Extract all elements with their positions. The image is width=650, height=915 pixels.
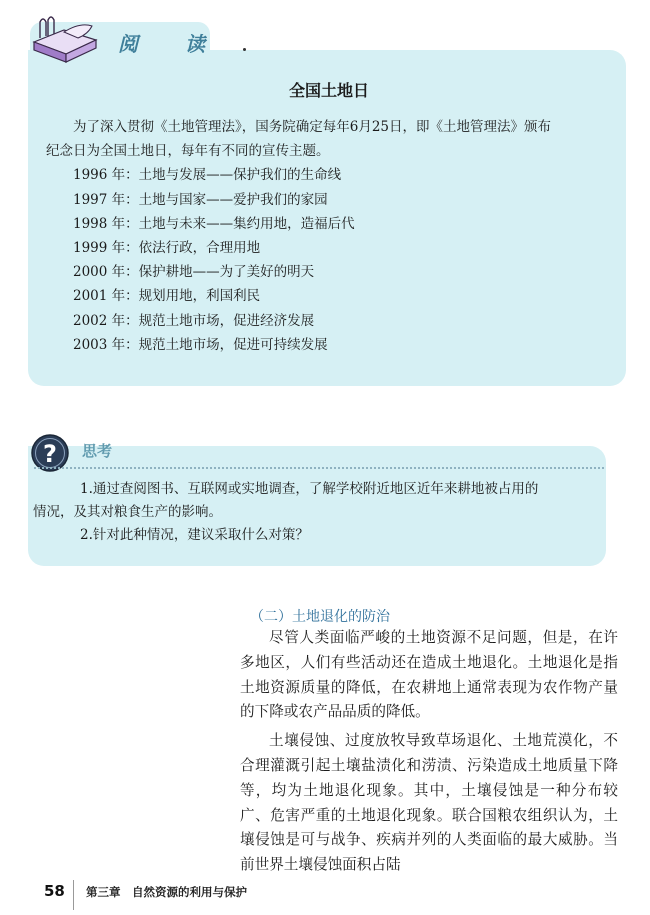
speck [243,48,246,51]
theme-2003: 2003 年：规范土地市场，促进可持续发展 [73,336,328,353]
theme-2001: 2001 年：规划用地，利国利民 [73,288,261,305]
svg-text:?: ? [43,440,57,468]
think-label: 思考 [82,442,113,460]
theme-2000: 2000 年：保护耕地——为了美好的明天 [73,264,315,281]
paragraph-2: 土壤侵蚀、过度放牧导致草场退化、土地荒漠化，不合理灌溉引起土壤盐渍化和涝渍、污染造成土地质量下降等，均为土地退化现象。其中，土壤侵蚀是一种分布较广、危害严重的土地退化现象。联合国粮农组织认为，土壤侵蚀是可与战争、疾病并列的人类面临的最大威胁。当前世界土壤侵蚀面积占陆 [240,732,618,874]
intro-line-2: 纪念日为全国土地日，每年有不同的宣传主题。 [46,143,330,160]
reading-body [46,115,621,357]
theme-1997: 1997 年：土地与国家——爱护我们的家园 [73,191,328,208]
think-body [33,478,598,547]
paragraph-1: 尽管人类面临严峻的土地资源不足问题，但是，在许多地区，人们有些活动还在造成土地退化。土地退化是指土地资源质量的降低，在农耕地上通常表现为农作物产量的下降或农产品品质的降低。 [240,629,618,721]
dotted-divider [34,467,604,469]
theme-1999: 1999 年：依法行政，合理用地 [73,240,261,257]
reading-title: 全国土地日 [288,81,369,100]
question-1-line-1: 1.通过查阅图书、互联网或实地调查，了解学校附近地区近年来耕地被占用的 [80,481,539,497]
footer-divider [73,880,74,910]
question-1-line-2: 情况，及其对粮食生产的影响。 [33,504,222,520]
main-body [240,626,618,878]
chapter-title: 第三章 自然资源的利用与保护 [86,885,247,899]
intro-line-1: 为了深入贯彻《土地管理法》，国务院确定每年6月25日，即《土地管理法》颁布 [73,119,552,135]
notepad-icon [30,12,100,67]
theme-2002: 2002 年：规范土地市场，促进经济发展 [73,312,315,329]
theme-1998: 1998 年：土地与未来——集约用地，造福后代 [73,215,355,232]
page-number: 58 [44,882,65,900]
theme-1996: 1996 年：土地与发展——保护我们的生命线 [73,167,342,184]
question-2: 2.针对此种情况，建议采取什么对策？ [80,527,309,543]
reading-label: 阅 读 [118,32,225,56]
section-heading: （二）土地退化的防治 [250,609,390,625]
